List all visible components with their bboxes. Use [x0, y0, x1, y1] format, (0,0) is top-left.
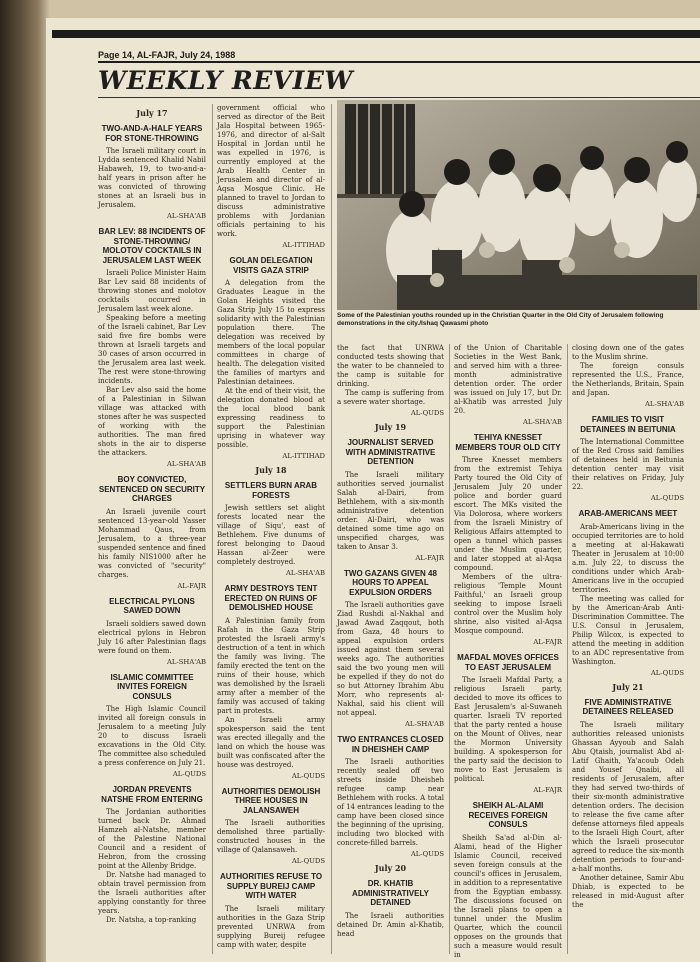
headline: ARMY DESTROYS TENT ERECTED ON RUINS OF DEMOLISHED HOUSE — [224, 584, 318, 612]
paragraph: The Israeli military authorities in the Gaza Strip prevented UNRWA from supplying Bureij refugee camp with water, despite — [217, 904, 325, 949]
headline: AUTHORITIES REFUSE TO SUPPLY BUREIJ CAMP WITH WATER — [219, 872, 323, 900]
paragraph: The Israeli military authorities released unionists Ghassan Ayyoub and Salah Abu Qtaish, journalist Abd al-Latif Ghaith, Ya'acoub Odeh and Yousef Qnaibi, all residents of Jerusalem, after they had served two-thirds of their six-month administrative detention orders. The decision to release the five came after defense attorneys filed appeals to the Israeli High Court, after which the Israeli prosecutor agreed to reduce the six-month detention periods to four-and-a-half months. — [572, 720, 684, 873]
headline: SHEIKH AL-ALAMI RECEIVES FOREIGN CONSULS — [468, 801, 548, 829]
page-folio: Page 14, AL-FAJR, July 24, 1988 — [98, 50, 236, 60]
paragraph: The High Islamic Council invited all foreign consuls in Jerusalem to a meeting July 20 to discuss Israeli excavations in the Old City. The committee also scheduled a press conference on July 21. — [98, 705, 206, 767]
top-rule — [52, 30, 700, 38]
headline: AUTHORITIES DEMOLISH THREE HOUSES IN JALANSAWEH — [221, 786, 321, 815]
headline: SETTLERS BURN ARAB FORESTS — [224, 481, 318, 500]
section-masthead: WEEKLY REVIEW — [98, 66, 353, 95]
headline: JOURNALIST SERVED WITH ADMINISTRATIVE DETENTION — [345, 438, 436, 466]
paragraph: of the Union of Charitable Societies in the West Bank, and served him with a three-month administrative detention order. The order was issued on July 17, but Dr. al-Khatib was arrested July 20. — [454, 344, 562, 415]
paragraph: The Jordanian authorities turned back Dr. Ahmad Hamzeh al-Natshe, member of the Palestine National Council and a resident of Hebron, from the crossing point at the Allenby Bridge. — [98, 808, 206, 870]
paragraph: A Palestinian family from Rafah in the Gaza Strip protested the Israeli army's destruction of a tent in which the family was living. The family erected the tent on the ruins of their house, which was demolished by the Israeli army after a member of the family was accused of taking part in protests. — [217, 616, 325, 715]
paragraph: the fact that UNRWA conducted tests showing that the water to be channeled to the camp is suitable for drinking. — [337, 344, 444, 388]
source-credit: AL-SHA'AB — [167, 657, 206, 666]
headline: ARAB-AMERICANS MEET — [578, 509, 678, 518]
source-credit: AL-QUDS — [172, 770, 206, 778]
source-credit: AL-QUDS — [291, 857, 325, 865]
paragraph: Dr. Natsha, a top-ranking — [106, 916, 197, 924]
headline: BAR LEV: 88 INCIDENTS OF STONE-THROWING/ MOLOTOV COCKTAILS IN JERUSALEM LAST WEEK — [98, 227, 206, 265]
paragraph: Arab-Americans living in the occupied territories are to hold a meeting at al-Hakawati Theater in Jerusalem at 10:00 a.m. July 22, to discuss the conditions under which Arab-Americans live in the occupied territories. — [572, 522, 684, 594]
paragraph: The Israeli authorities detained Dr. Amin al-Khatib, head — [337, 911, 444, 938]
headline: TWO GAZANS GIVEN 48 HOURS TO APPEAL EXPULSION ORDERS — [344, 568, 437, 597]
column-rule — [212, 104, 213, 954]
source-credit: AL-SHA'AB — [645, 400, 684, 408]
column-rule — [567, 344, 568, 954]
paragraph: Dr. Natshe had managed to obtain travel permission from the Israeli authorities after applying constantly for three years. — [98, 871, 206, 915]
news-photo — [337, 100, 700, 310]
date-heading: July 21 — [612, 681, 644, 692]
headline: FIVE ADMINISTRATIVE DETAINEES RELEASED — [582, 697, 674, 716]
paragraph: The Israeli authorities gave Ziad Rushdi al-Nakhal and Jawad Awad Zaqqout, both from Gaza, 48 hours to appeal expulsion orders issued against them several weeks ago. The authorities said the two young men will be expelled if they do not do so but Attorney Ibrahim Abu Morr, who represents al-Nakhal, said his client will not appeal. — [337, 601, 444, 717]
source-credit: AL-SHA'AB — [286, 569, 325, 577]
date-heading: July 18 — [255, 465, 287, 475]
headline: ELECTRICAL PYLONS SAWED DOWN — [109, 596, 195, 615]
source-credit: AL-QUDS — [650, 668, 684, 677]
source-credit: AL-FAJR — [177, 581, 206, 590]
date-heading: July 19 — [374, 422, 407, 432]
paragraph: Three Knesset members from the extremist Tehiya Party toured the Old City of Jerusalem July 20 under police and border guard escort. The MKs visited the Via Dolorosa, where workers from the Israeli Ministry of Religious Affairs attempted to open a tunnel which passes under the Muslim quarter, and later stopped at al-Aqsa compound. — [454, 456, 562, 572]
column-4 — [454, 344, 562, 960]
paragraph: The Israeli military court in Lydda sentenced Khalid Nabil Habaweh, 19, to two-and-a-half years in prison after he was convicted of throwing stones at an Israeli bus in Jerusalem. — [98, 147, 206, 209]
headline: TEHIYA KNESSET MEMBERS TOUR OLD CITY — [455, 433, 561, 452]
headline: GOLAN DELEGATION VISITS GAZA STRIP — [229, 256, 313, 275]
photo-caption: Some of the Palestinian youths rounded up in the Christian Quarter in the Old City of Jerusalem following demonstrations in the city./Ishaq Qawasmi photo — [337, 312, 664, 327]
paragraph: Bar Lev also said the home of a Palestinian in Silwan village was attacked with stones after he was suspected of working with the authorities. The man fired shots in the air to disperse the attackers. — [98, 386, 206, 457]
headline: TWO-AND-A-HALF YEARS FOR STONE-THROWING — [101, 124, 203, 143]
paragraph: The International Committee of the Red Cross said families of detainees held in Beitunia detention center may visit their relatives on Friday, July 22. — [572, 438, 684, 491]
paragraph: The camp is suffering from a severe water shortage. — [337, 389, 444, 406]
source-credit: AL-QUDS — [291, 771, 325, 780]
paragraph: Israeli soldiers sawed down electrical pylons in Hebron July 16 after Palestinian flags were found on them. — [98, 619, 206, 655]
paragraph: Israeli Police Minister Haim Bar Lev said 88 incidents of throwing stones and molotov cocktails occurred in Jerusalem last week alone. — [98, 269, 206, 313]
paragraph: closing down one of the gates to the Muslim shrine. — [572, 344, 684, 361]
source-credit: AL-ITTIHAD — [282, 452, 325, 460]
column-5 — [572, 344, 684, 910]
source-credit: AL-ITTIHAD — [282, 241, 325, 249]
column-3 — [337, 344, 444, 939]
paragraph: Sheikh Sa'ad al-Din al-Alami, head of the Higher Islamic Council, received seven foreign consuls at the council's offices in Jerusalem, in addition to a representative from the Egyptian embassy. The discussions focused on the Israeli plans to open a tunnel under the Muslim Quarter, which the council opposes on the grounds that such a measure would result in — [454, 833, 562, 959]
headline: DR. KHATIB ADMINISTRATIVELY DETAINED — [352, 879, 429, 907]
paragraph: The Israeli military authorities served journalist Salah al-Dairi, from Bethlehem, with a six-month administrative detention order. Al-Dairi, who was detained some time ago on unspecified charges, was taken to Ansar 3. — [337, 470, 444, 551]
paragraph: The meeting was called for by the American-Arab Anti-Discrimination Committee. The U.S. Consul in Jerusalem, Philip Wilcox, is expected to attend the meeting in addition to an ADC representative from Washington. — [572, 594, 684, 666]
paragraph: Another detainee, Samir Abu Dhiab, is expected to be released in mid-August after the — [572, 873, 684, 909]
column-rule — [449, 344, 450, 954]
column-rule — [331, 104, 332, 954]
column-1 — [98, 104, 206, 925]
source-credit: AL-FAJR — [415, 553, 444, 562]
source-credit: AL-QUDS — [410, 850, 444, 858]
paragraph: The Israeli Mafdal Party, a religious Israeli party, decided to move its offices to East Jerusalem's al-Suwaneh quarter. Israeli TV reported that the party rented a house on the Mount of Olives, near the Mormon University building. A spokesperson for the party said the decision to move to East Jerusalem is political. — [454, 676, 562, 783]
headline: MAFDAL MOVES OFFICES TO EAST JERUSALEM — [457, 653, 559, 672]
paragraph: The foreign consuls represented the U.S., France, the Netherlands, Britain, Spain and Japan. — [572, 362, 684, 397]
paragraph: At the end of their visit, the delegation donated blood at the local blood bank expressing readiness to support the Palestinian uprising in whatever way possible. — [217, 387, 325, 449]
source-credit: AL-SHA'AB — [523, 418, 562, 426]
source-credit: AL-FAJR — [533, 786, 562, 794]
date-heading: July 20 — [374, 863, 407, 873]
masthead-rule — [98, 97, 700, 98]
paragraph: A delegation from the Graduates League in the Golan Heights visited the Gaza Strip July 15 to express solidarity with the Palestinian population there. The delegation was received by members of the local popular committees in charge of health. The delegation visited the families of martyrs and Palestinian detainees. — [217, 279, 325, 386]
paragraph: Jewish settlers set alight forests located near the village of Siqu', east of Bethlehem. Five dunums of forest belonging to Daoud Hassan al-Zeer were completely destroyed. — [217, 504, 325, 566]
headline: JORDAN PREVENTS NATSHE FROM ENTERING — [101, 785, 203, 804]
headline: TWO ENTRANCES CLOSED IN DHEISHEH CAMP — [337, 735, 444, 754]
paragraph: The Israeli authorities demolished three partially-constructed houses in the village of Qalansaweh. — [217, 819, 325, 854]
paragraph: Speaking before a meeting of the Israeli cabinet, Bar Lev said five fire bombs were thrown at Israeli targets and 30 cases of arson occurred in the Jerusalem area last week. The rest were stone-throwing incidents. — [98, 314, 206, 385]
headline: ISLAMIC COMMITTEE INVITES FOREIGN CONSULS — [110, 672, 194, 701]
paragraph: government official who served as director of the Beit Jala Hospital between 1965-1976, and director of al-Salt Hospital in Jordan until he was expelled in 1976, is currently employed at the Arab Health Center in Jerusalem and director of al-Aqsa Mosque Clinic. He planned to travel to Jordan to discuss administrative problems with Jordanian officials pertaining to his work. — [217, 104, 325, 238]
source-credit: AL-SHA'AB — [405, 720, 444, 728]
source-credit: AL-SHA'AB — [167, 212, 206, 220]
date-heading: July 17 — [136, 108, 168, 118]
source-credit: AL-SHA'AB — [167, 460, 206, 468]
folio-rule — [98, 61, 700, 63]
paragraph: An Israeli juvenile court sentenced 13-year-old Yasser Mohammad Qaus, from Jerusalem, to a three-year suspended sentence and fined his family NIS1000 after he was convicted of "security" charges. — [98, 507, 206, 579]
headline: BOY CONVICTED, SENTENCED ON SECURITY CHARGES — [98, 475, 206, 503]
headline: FAMILIES TO VISIT DETAINEES IN BEITUNIA — [580, 415, 676, 434]
source-credit: AL-FAJR — [533, 638, 562, 646]
paragraph: The Israeli authorities recently sealed off two streets inside Dheisheh refugee camp near Bethlehem with rocks. A total of 14 entrances leading to the camp have been closed since the beginning of the uprising, including two blocked with concrete-filled barrels. — [337, 758, 444, 847]
column-2 — [217, 104, 325, 950]
paragraph: An Israeli army spokesperson said the tent was erected illegally and the land on which the house was built was confiscated after the house was destroyed. — [217, 715, 325, 769]
paragraph: Members of the ultra-religious 'Temple Mount Faithful,' an Israeli group seeking to impose Israeli control over the Muslim holy shrine, also visited al-Aqsa Mosque compound. — [454, 573, 562, 635]
photo-illustration — [337, 100, 700, 310]
source-credit: AL-QUDS — [650, 494, 684, 502]
source-credit: AL-QUDS — [410, 409, 444, 417]
